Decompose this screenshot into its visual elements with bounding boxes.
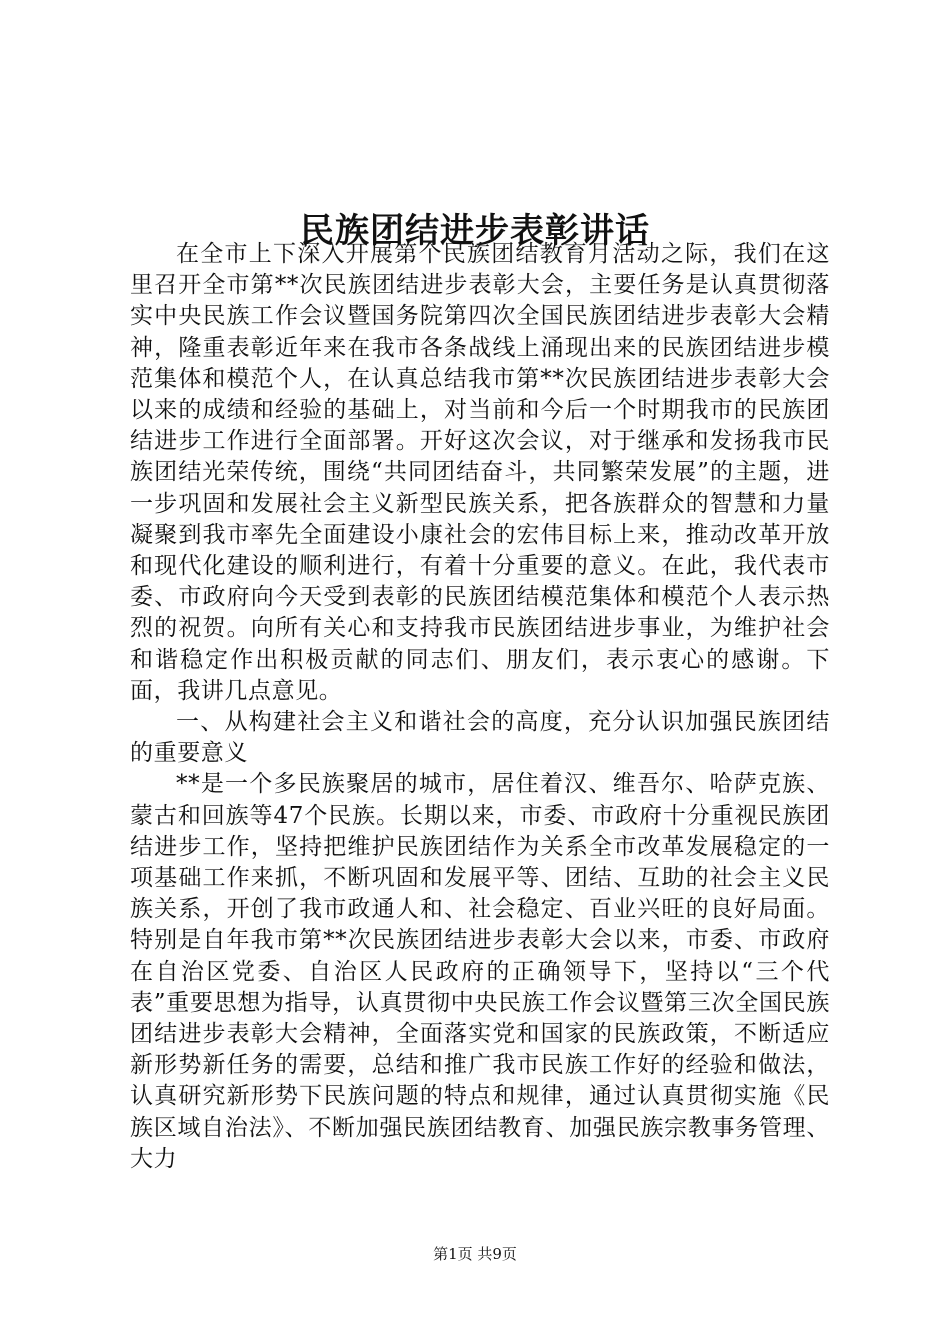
page-number-footer: 第1页 共9页 (433, 1245, 517, 1263)
document-body (130, 239, 830, 1175)
paragraph-intro: 在全市上下深入开展第个民族团结教育月活动之际，我们在这里召开全市第**次民族团结进步表彰大会，主要任务是认真贯彻落实中央民族工作会议暨国务院第四次全国民族团结进步表彰大会精神，隆重表彰近年来在我市各条战线上涌现出来的民族团结进步模范集体和模范个人，在认真总结我市第**次民族团结进步表彰大会以来的成绩和经验的基础上，对当前和今后一个时期我市的民族团结进步工作进行全面部署。开好这次会议，对于继承和发扬我市民族团结光荣传统，围绕“共同团结奋斗，共同繁荣发展”的主题，进一步巩固和发展社会主义新型民族关系，把各族群众的智慧和力量凝聚到我市率先全面建设小康社会的宏伟目标上来，推动改革开放和现代化建设的顺利进行，有着十分重要的意义。在此，我代表市委、市政府向今天受到表彰的民族团结模范集体和模范个人表示热烈的祝贺。向所有关心和支持我市民族团结进步事业，为维护社会和谐稳定作出积极贡献的同志们、朋友们，表示衷心的感谢。下面，我讲几点意见。 (130, 241, 830, 704)
document-title: 民族团结进步表彰讲话 (300, 210, 650, 251)
paragraph-city-overview: **是一个多民族聚居的城市，居住着汉、维吾尔、哈萨克族、蒙古和回族等47个民族。长期以来，市委、市政府十分重视民族团结进步工作，坚持把维护民族团结作为关系全市改革发展稳定的一项基础工作来抓，不断巩固和发展平等、团结、互助的社会主义民族关系，开创了我市政通人和、社会稳定、百业兴旺的良好局面。特别是自年我市第**次民族团结进步表彰大会以来，市委、市政府在自治区党委、自治区人民政府的正确领导下，坚持以“三个代表”重要思想为指导，认真贯彻中央民族工作会议暨第三次全国民族团结进步表彰大会精神，全面落实党和国家的民族政策，不断适应新形势新任务的需要，总结和推广我市民族工作好的经验和做法，认真研究新形势下民族问题的特点和规律，通过认真贯彻实施《民族区域自治法》、不断加强民族团结教育、加强民族宗教事务管理、大力 (130, 771, 830, 1172)
paragraph-section-heading: 一、从构建社会主义和谐社会的高度，充分认识加强民族团结的重要意义 (130, 709, 830, 767)
